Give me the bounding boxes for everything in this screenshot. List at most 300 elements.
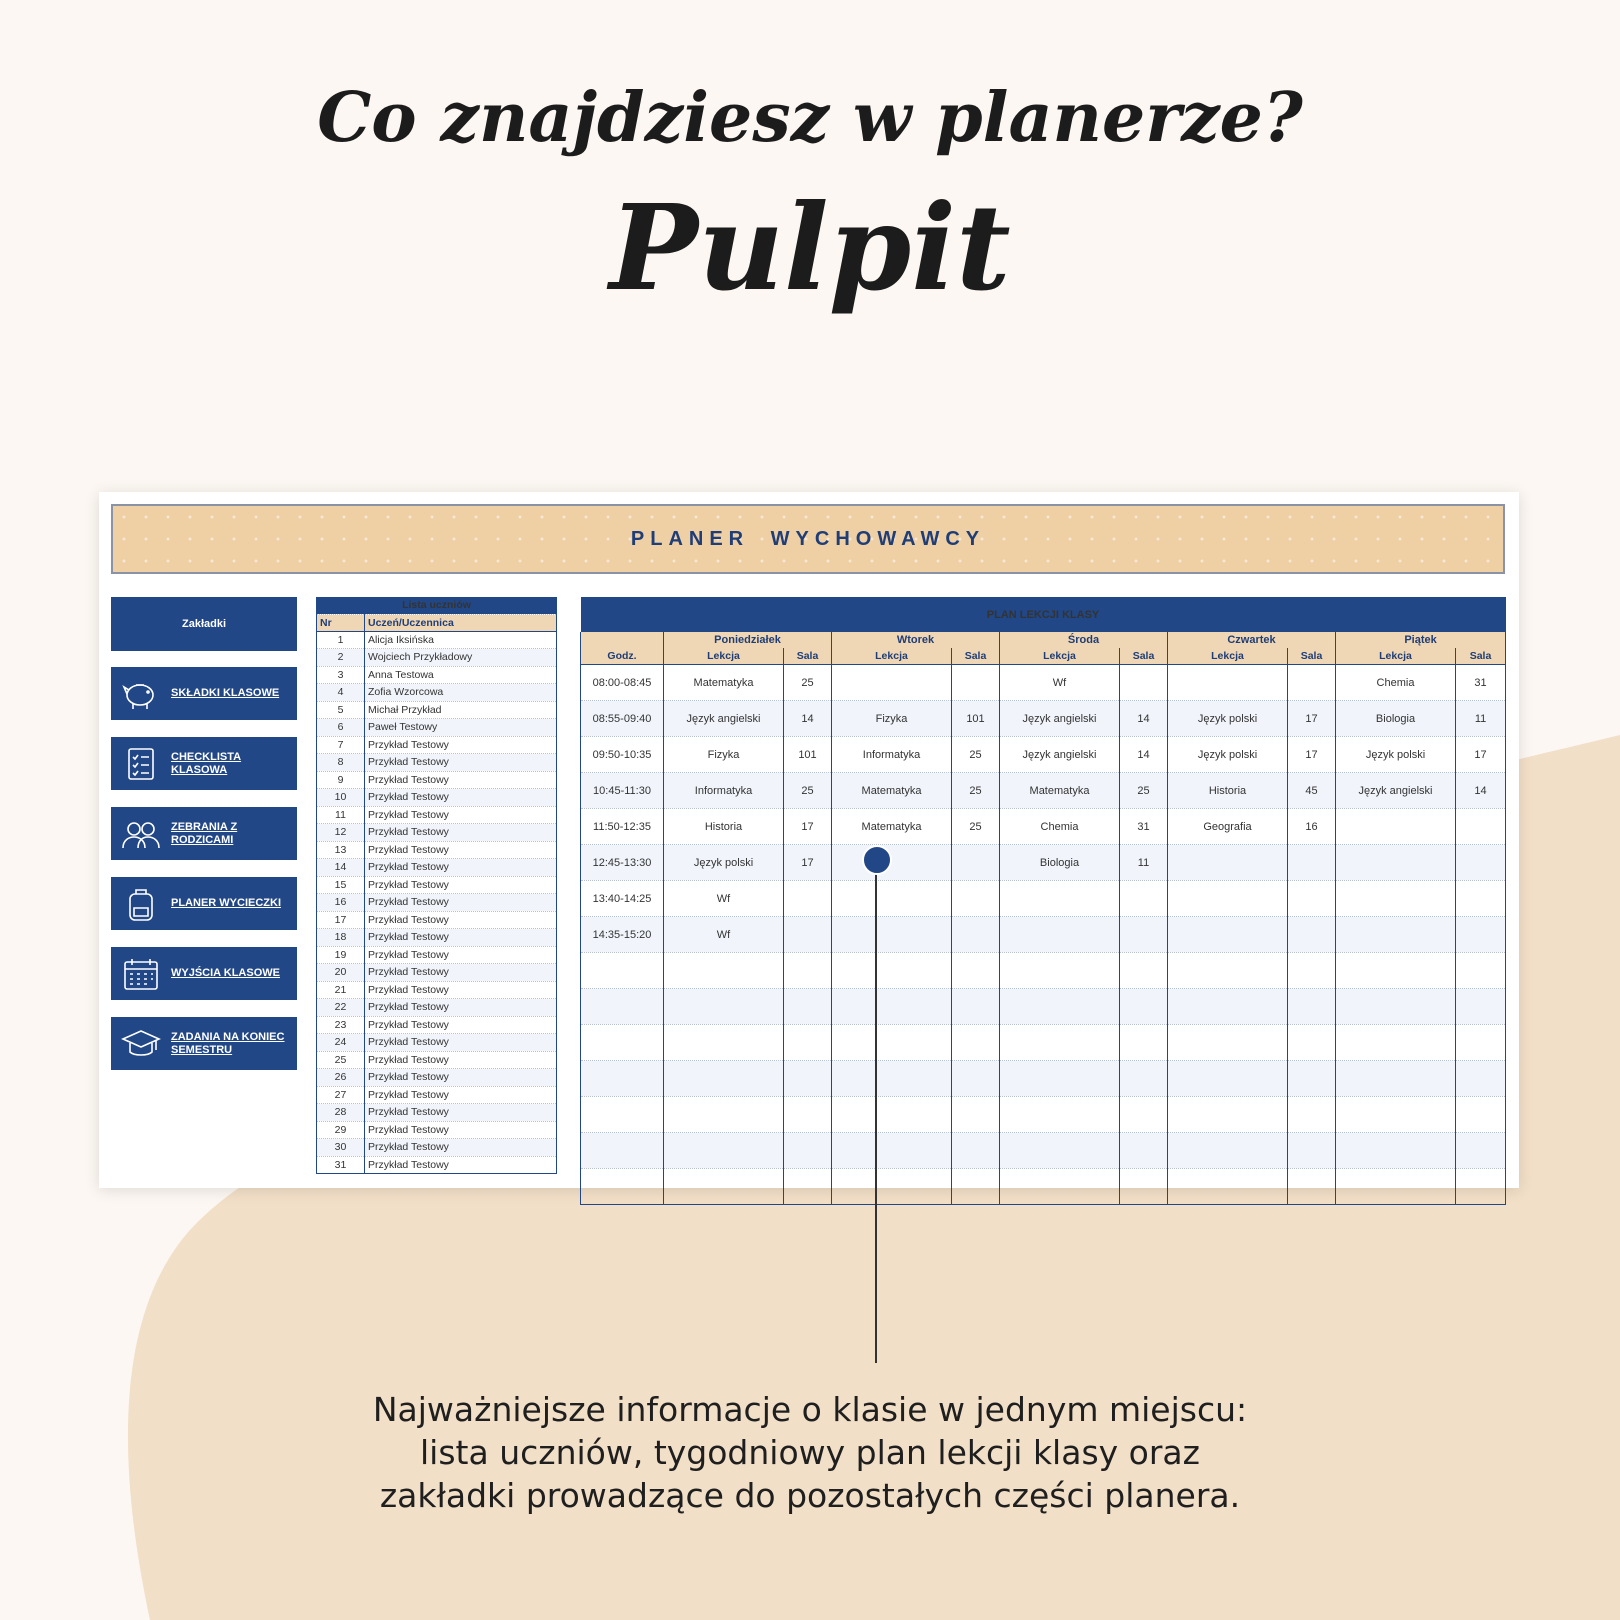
room-cell[interactable] xyxy=(1120,953,1168,989)
lesson-cell[interactable] xyxy=(1168,1169,1288,1205)
room-cell[interactable]: 14 xyxy=(784,701,832,737)
student-number: 9 xyxy=(317,771,365,789)
planner-banner xyxy=(111,504,1505,574)
time-cell[interactable]: 12:45-13:30 xyxy=(581,845,664,881)
lesson-cell[interactable] xyxy=(1000,1169,1120,1205)
student-name[interactable]: Alicja Iksińska xyxy=(365,631,557,649)
lesson-cell[interactable] xyxy=(832,953,952,989)
lesson-header: Lekcja xyxy=(1168,648,1288,665)
lesson-cell[interactable]: Biologia xyxy=(1000,845,1120,881)
room-cell[interactable]: 17 xyxy=(784,809,832,845)
lesson-cell[interactable] xyxy=(1336,953,1456,989)
table-row xyxy=(317,859,557,877)
table-row xyxy=(317,684,557,702)
lesson-cell[interactable]: Język angielski xyxy=(1336,773,1456,809)
student-name[interactable]: Przykład Testowy xyxy=(365,1069,557,1087)
student-name[interactable]: Wojciech Przykładowy xyxy=(365,649,557,667)
lesson-cell[interactable]: Język polski xyxy=(1168,737,1288,773)
lesson-cell[interactable]: Matematyka xyxy=(832,809,952,845)
student-list-title: Lista uczniów xyxy=(317,597,557,614)
room-cell[interactable] xyxy=(1456,1061,1506,1097)
student-name[interactable]: Przykład Testowy xyxy=(365,736,557,754)
room-cell[interactable] xyxy=(1456,1097,1506,1133)
room-cell[interactable]: 14 xyxy=(1120,737,1168,773)
time-cell[interactable]: 13:40-14:25 xyxy=(581,881,664,917)
table-row xyxy=(317,754,557,772)
time-cell[interactable] xyxy=(581,953,664,989)
caption xyxy=(160,1388,1460,1517)
room-cell[interactable] xyxy=(784,1169,832,1205)
nav-item-label: ZADANIA NA KONIEC SEMESTRU xyxy=(171,1030,285,1056)
room-header: Sala xyxy=(1456,648,1506,665)
lesson-cell[interactable] xyxy=(832,1169,952,1205)
room-cell[interactable]: 11 xyxy=(1120,845,1168,881)
room-cell[interactable] xyxy=(1456,989,1506,1025)
room-cell[interactable] xyxy=(952,1025,1000,1061)
nav-item-label: WYJŚCIA KLASOWE xyxy=(171,967,280,979)
room-cell[interactable]: 25 xyxy=(1120,773,1168,809)
room-cell[interactable] xyxy=(1288,1025,1336,1061)
lesson-cell[interactable] xyxy=(664,1133,784,1169)
room-cell[interactable]: 11 xyxy=(1456,701,1506,737)
column-header-student: Uczeń/Uczennica xyxy=(365,614,557,631)
room-cell[interactable] xyxy=(952,917,1000,953)
table-row xyxy=(317,1051,557,1069)
time-cell[interactable] xyxy=(581,1025,664,1061)
student-name[interactable]: Anna Testowa xyxy=(365,666,557,684)
lesson-cell[interactable] xyxy=(1336,1133,1456,1169)
room-cell[interactable]: 14 xyxy=(1456,773,1506,809)
student-number: 11 xyxy=(317,806,365,824)
room-cell[interactable] xyxy=(784,881,832,917)
student-number: 16 xyxy=(317,894,365,912)
people-icon xyxy=(121,816,161,852)
student-name[interactable]: Przykład Testowy xyxy=(365,806,557,824)
student-number: 19 xyxy=(317,946,365,964)
room-cell[interactable]: 14 xyxy=(1120,701,1168,737)
lesson-cell[interactable] xyxy=(664,1169,784,1205)
student-number: 7 xyxy=(317,736,365,754)
student-number: 24 xyxy=(317,1034,365,1052)
room-cell[interactable]: 25 xyxy=(784,665,832,701)
student-number: 13 xyxy=(317,841,365,859)
lesson-cell[interactable]: Fizyka xyxy=(832,701,952,737)
time-cell[interactable]: 08:55-09:40 xyxy=(581,701,664,737)
room-cell[interactable] xyxy=(1288,881,1336,917)
table-row xyxy=(581,845,1506,881)
student-list xyxy=(316,597,557,1174)
room-cell[interactable] xyxy=(1456,1133,1506,1169)
student-number: 17 xyxy=(317,911,365,929)
table-row xyxy=(581,917,1506,953)
table-row xyxy=(317,806,557,824)
nav-item-skladki[interactable] xyxy=(111,667,297,720)
student-name[interactable]: Przykład Testowy xyxy=(365,1086,557,1104)
room-cell[interactable] xyxy=(952,665,1000,701)
student-name[interactable]: Przykład Testowy xyxy=(365,771,557,789)
lesson-cell[interactable]: Język polski xyxy=(1336,737,1456,773)
table-row xyxy=(581,989,1506,1025)
lesson-cell[interactable]: Historia xyxy=(664,809,784,845)
nav-item-zebrania[interactable] xyxy=(111,807,297,860)
student-number: 29 xyxy=(317,1121,365,1139)
room-cell[interactable]: 25 xyxy=(784,773,832,809)
lesson-cell[interactable]: Język polski xyxy=(1168,701,1288,737)
room-cell[interactable] xyxy=(784,917,832,953)
room-cell[interactable]: 101 xyxy=(784,737,832,773)
room-cell[interactable] xyxy=(1456,809,1506,845)
time-cell[interactable] xyxy=(581,1097,664,1133)
table-row xyxy=(581,1097,1506,1133)
lesson-cell[interactable] xyxy=(832,989,952,1025)
lesson-cell[interactable] xyxy=(1168,881,1288,917)
lesson-cell[interactable] xyxy=(1336,881,1456,917)
nav-header: Zakładki xyxy=(111,597,297,651)
student-number: 15 xyxy=(317,876,365,894)
table-row xyxy=(317,1121,557,1139)
student-number: 27 xyxy=(317,1086,365,1104)
room-cell[interactable] xyxy=(952,1169,1000,1205)
lesson-cell[interactable] xyxy=(1168,917,1288,953)
table-row xyxy=(317,666,557,684)
student-name[interactable]: Przykład Testowy xyxy=(365,1034,557,1052)
student-name[interactable]: Michał Przykład xyxy=(365,701,557,719)
lesson-cell[interactable] xyxy=(832,1025,952,1061)
room-cell[interactable] xyxy=(1288,917,1336,953)
table-row xyxy=(317,631,557,649)
room-cell[interactable]: 45 xyxy=(1288,773,1336,809)
student-name[interactable]: Przykład Testowy xyxy=(365,964,557,982)
lesson-cell[interactable] xyxy=(832,881,952,917)
student-name[interactable]: Przykład Testowy xyxy=(365,929,557,947)
lesson-cell[interactable]: Informatyka xyxy=(832,737,952,773)
room-cell[interactable] xyxy=(1288,1061,1336,1097)
lesson-cell[interactable] xyxy=(1000,989,1120,1025)
room-cell[interactable]: 25 xyxy=(952,737,1000,773)
room-cell[interactable] xyxy=(784,1097,832,1133)
table-row xyxy=(317,736,557,754)
table-row xyxy=(317,1016,557,1034)
table-row xyxy=(317,1104,557,1122)
room-cell[interactable] xyxy=(1120,1133,1168,1169)
lesson-cell[interactable]: Język angielski xyxy=(664,701,784,737)
lesson-cell[interactable]: Historia xyxy=(1168,773,1288,809)
column-header-nr: Nr xyxy=(317,614,365,631)
nav-item-wycieczka[interactable] xyxy=(111,877,297,930)
lesson-cell[interactable] xyxy=(1000,917,1120,953)
student-number: 10 xyxy=(317,789,365,807)
day-header-blank xyxy=(581,632,664,648)
student-name[interactable]: Przykład Testowy xyxy=(365,894,557,912)
room-cell[interactable] xyxy=(952,1061,1000,1097)
table-row xyxy=(581,1169,1506,1205)
caption-line: lista uczniów, tygodniowy plan lekcji klasy oraz xyxy=(420,1433,1200,1472)
room-header: Sala xyxy=(784,648,832,665)
student-number: 28 xyxy=(317,1104,365,1122)
room-cell[interactable] xyxy=(952,953,1000,989)
lesson-cell[interactable] xyxy=(1336,989,1456,1025)
lesson-cell[interactable]: Geografia xyxy=(1168,809,1288,845)
nav-item-label: SKŁADKI KLASOWE xyxy=(171,687,280,699)
lesson-cell[interactable] xyxy=(832,1133,952,1169)
room-cell[interactable] xyxy=(1288,665,1336,701)
table-row xyxy=(317,789,557,807)
room-cell[interactable] xyxy=(1456,845,1506,881)
room-header: Sala xyxy=(1288,648,1336,665)
student-number: 31 xyxy=(317,1156,365,1174)
table-row xyxy=(581,809,1506,845)
room-cell[interactable] xyxy=(1288,953,1336,989)
student-name[interactable]: Przykład Testowy xyxy=(365,1121,557,1139)
lesson-cell[interactable] xyxy=(1168,1133,1288,1169)
nav-item-wyjscia[interactable] xyxy=(111,947,297,1000)
time-cell[interactable] xyxy=(581,989,664,1025)
time-cell[interactable]: 08:00-08:45 xyxy=(581,665,664,701)
lesson-cell[interactable]: Język angielski xyxy=(1000,737,1120,773)
checklist-icon xyxy=(121,746,161,782)
student-name[interactable]: Paweł Testowy xyxy=(365,719,557,737)
table-row xyxy=(317,1086,557,1104)
day-header: Wtorek xyxy=(832,632,1000,648)
table-row xyxy=(581,953,1506,989)
room-cell[interactable] xyxy=(1120,1169,1168,1205)
lesson-cell[interactable] xyxy=(1336,1169,1456,1205)
time-cell[interactable] xyxy=(581,1133,664,1169)
lesson-cell[interactable] xyxy=(832,1061,952,1097)
day-header: Poniedziałek xyxy=(664,632,832,648)
lesson-cell[interactable] xyxy=(664,1097,784,1133)
student-name[interactable]: Przykład Testowy xyxy=(365,911,557,929)
table-row xyxy=(581,881,1506,917)
lesson-cell[interactable] xyxy=(1000,881,1120,917)
room-cell[interactable] xyxy=(784,1061,832,1097)
student-number: 4 xyxy=(317,684,365,702)
table-row xyxy=(317,719,557,737)
student-name[interactable]: Przykład Testowy xyxy=(365,824,557,842)
lesson-cell[interactable] xyxy=(1168,989,1288,1025)
room-cell[interactable] xyxy=(1288,845,1336,881)
student-number: 25 xyxy=(317,1051,365,1069)
student-name[interactable]: Przykład Testowy xyxy=(365,754,557,772)
lesson-cell[interactable] xyxy=(664,989,784,1025)
lesson-cell[interactable]: Wf xyxy=(1000,665,1120,701)
room-cell[interactable] xyxy=(784,953,832,989)
room-cell[interactable] xyxy=(784,989,832,1025)
lesson-cell[interactable] xyxy=(1336,1061,1456,1097)
nav-item-label: CHECKLISTA KLASOWA xyxy=(171,750,242,776)
lesson-cell[interactable]: Matematyka xyxy=(832,773,952,809)
lesson-cell[interactable] xyxy=(1336,1025,1456,1061)
page-title: Pulpit xyxy=(609,178,1011,317)
student-name[interactable]: Przykład Testowy xyxy=(365,946,557,964)
student-number: 20 xyxy=(317,964,365,982)
room-cell[interactable] xyxy=(1456,1025,1506,1061)
room-cell[interactable]: 25 xyxy=(952,809,1000,845)
student-name[interactable]: Przykład Testowy xyxy=(365,999,557,1017)
student-name[interactable]: Przykład Testowy xyxy=(365,981,557,999)
room-cell[interactable] xyxy=(1288,1169,1336,1205)
room-cell[interactable]: 31 xyxy=(1120,809,1168,845)
room-cell[interactable]: 31 xyxy=(1456,665,1506,701)
time-cell[interactable]: 14:35-15:20 xyxy=(581,917,664,953)
room-cell[interactable] xyxy=(1288,1133,1336,1169)
lesson-cell[interactable]: Matematyka xyxy=(664,665,784,701)
table-row xyxy=(581,1061,1506,1097)
lesson-cell[interactable] xyxy=(1336,917,1456,953)
lesson-cell[interactable] xyxy=(1336,845,1456,881)
class-schedule xyxy=(580,597,1506,1205)
table-row xyxy=(317,1034,557,1052)
room-cell[interactable] xyxy=(1288,989,1336,1025)
time-cell[interactable] xyxy=(581,1169,664,1205)
time-cell[interactable]: 11:50-12:35 xyxy=(581,809,664,845)
lesson-cell[interactable] xyxy=(664,953,784,989)
room-header: Sala xyxy=(1120,648,1168,665)
table-row xyxy=(317,964,557,982)
nav-item-label: PLANER WYCIECZKI xyxy=(171,897,281,909)
nav-item-checklista[interactable] xyxy=(111,737,297,790)
table-row xyxy=(317,1139,557,1157)
room-header: Sala xyxy=(952,648,1000,665)
student-number: 12 xyxy=(317,824,365,842)
day-header: Piątek xyxy=(1336,632,1506,648)
lesson-cell[interactable] xyxy=(1000,1025,1120,1061)
time-cell[interactable] xyxy=(581,1061,664,1097)
room-cell[interactable]: 17 xyxy=(1288,701,1336,737)
nav-item-label: ZEBRANIA Z RODZICAMI xyxy=(171,820,238,846)
lesson-cell[interactable] xyxy=(1000,1061,1120,1097)
room-cell[interactable] xyxy=(1288,1097,1336,1133)
room-cell[interactable] xyxy=(952,845,1000,881)
lesson-cell[interactable] xyxy=(832,917,952,953)
table-row xyxy=(317,946,557,964)
student-name[interactable]: Przykład Testowy xyxy=(365,841,557,859)
lesson-cell[interactable]: Fizyka xyxy=(664,737,784,773)
room-cell[interactable] xyxy=(1120,881,1168,917)
room-cell[interactable] xyxy=(1456,881,1506,917)
lesson-cell[interactable] xyxy=(832,1097,952,1133)
lesson-cell[interactable]: Matematyka xyxy=(1000,773,1120,809)
room-cell[interactable]: 17 xyxy=(784,845,832,881)
room-cell[interactable] xyxy=(1120,1025,1168,1061)
room-cell[interactable] xyxy=(952,1097,1000,1133)
table-row xyxy=(581,773,1506,809)
nav-item-zadania[interactable] xyxy=(111,1017,297,1070)
lesson-cell[interactable]: Informatyka xyxy=(664,773,784,809)
caption-line: Najważniejsze informacje o klasie w jednym miejscu: xyxy=(372,1390,1248,1429)
table-row xyxy=(317,911,557,929)
lesson-cell[interactable] xyxy=(664,1061,784,1097)
lesson-cell[interactable] xyxy=(832,665,952,701)
backpack-icon xyxy=(121,886,161,922)
student-name[interactable]: Przykład Testowy xyxy=(365,789,557,807)
schedule-title: PLAN LEKCJI KLASY xyxy=(581,597,1506,632)
student-name[interactable]: Przykład Testowy xyxy=(365,1016,557,1034)
table-row xyxy=(317,649,557,667)
lesson-cell[interactable] xyxy=(1168,1097,1288,1133)
calendar-icon xyxy=(121,956,161,992)
planner-screenshot xyxy=(99,492,1519,1188)
student-name[interactable]: Przykład Testowy xyxy=(365,1156,557,1174)
room-cell[interactable] xyxy=(784,1025,832,1061)
lesson-cell[interactable]: Chemia xyxy=(1000,809,1120,845)
lesson-cell[interactable] xyxy=(1000,953,1120,989)
lesson-cell[interactable]: Wf xyxy=(664,881,784,917)
lesson-cell[interactable]: Język polski xyxy=(664,845,784,881)
lesson-cell[interactable] xyxy=(1168,665,1288,701)
table-row xyxy=(581,701,1506,737)
room-cell[interactable] xyxy=(784,1133,832,1169)
student-name[interactable]: Zofia Wzorcowa xyxy=(365,684,557,702)
room-cell[interactable]: 17 xyxy=(1456,737,1506,773)
room-cell[interactable]: 16 xyxy=(1288,809,1336,845)
lesson-cell[interactable] xyxy=(664,1025,784,1061)
lesson-header: Lekcja xyxy=(832,648,952,665)
room-cell[interactable] xyxy=(952,989,1000,1025)
lesson-cell[interactable] xyxy=(1168,1025,1288,1061)
room-cell[interactable] xyxy=(1120,665,1168,701)
piggy-bank-icon xyxy=(121,676,161,712)
planner-banner-title: PLANER WYCHOWAWCY xyxy=(630,527,986,550)
student-name[interactable]: Przykład Testowy xyxy=(365,859,557,877)
room-cell[interactable] xyxy=(1120,1097,1168,1133)
student-number: 6 xyxy=(317,719,365,737)
student-number: 14 xyxy=(317,859,365,877)
lesson-cell[interactable] xyxy=(1168,1061,1288,1097)
room-cell[interactable]: 101 xyxy=(952,701,1000,737)
lesson-cell[interactable] xyxy=(1168,953,1288,989)
lesson-cell[interactable] xyxy=(1168,845,1288,881)
student-name[interactable]: Przykład Testowy xyxy=(365,1051,557,1069)
room-cell[interactable] xyxy=(1456,953,1506,989)
callout-dot xyxy=(862,845,892,875)
student-name[interactable]: Przykład Testowy xyxy=(365,1139,557,1157)
table-row xyxy=(317,1069,557,1087)
room-cell[interactable] xyxy=(1120,917,1168,953)
student-number: 18 xyxy=(317,929,365,947)
lesson-cell[interactable]: Wf xyxy=(664,917,784,953)
time-header: Godz. xyxy=(581,648,664,665)
room-cell[interactable] xyxy=(1456,1169,1506,1205)
room-cell[interactable] xyxy=(1120,989,1168,1025)
room-cell[interactable] xyxy=(1120,1061,1168,1097)
room-cell[interactable]: 17 xyxy=(1288,737,1336,773)
student-name[interactable]: Przykład Testowy xyxy=(365,876,557,894)
lesson-cell[interactable]: Biologia xyxy=(1336,701,1456,737)
table-row xyxy=(317,894,557,912)
lesson-cell[interactable]: Język angielski xyxy=(1000,701,1120,737)
lesson-cell[interactable] xyxy=(1336,809,1456,845)
room-cell[interactable]: 25 xyxy=(952,773,1000,809)
room-cell[interactable] xyxy=(952,881,1000,917)
student-number: 23 xyxy=(317,1016,365,1034)
time-cell[interactable]: 10:45-11:30 xyxy=(581,773,664,809)
table-row xyxy=(317,771,557,789)
graduation-cap-icon xyxy=(121,1026,161,1062)
lesson-cell[interactable] xyxy=(1000,1097,1120,1133)
lesson-cell[interactable]: Chemia xyxy=(1336,665,1456,701)
lesson-cell[interactable] xyxy=(1000,1133,1120,1169)
lesson-header: Lekcja xyxy=(1336,648,1456,665)
room-cell[interactable] xyxy=(952,1133,1000,1169)
table-row xyxy=(317,876,557,894)
student-number: 3 xyxy=(317,666,365,684)
day-header: Środa xyxy=(1000,632,1168,648)
lesson-cell[interactable] xyxy=(1336,1097,1456,1133)
student-name[interactable]: Przykład Testowy xyxy=(365,1104,557,1122)
time-cell[interactable]: 09:50-10:35 xyxy=(581,737,664,773)
room-cell[interactable] xyxy=(1456,917,1506,953)
